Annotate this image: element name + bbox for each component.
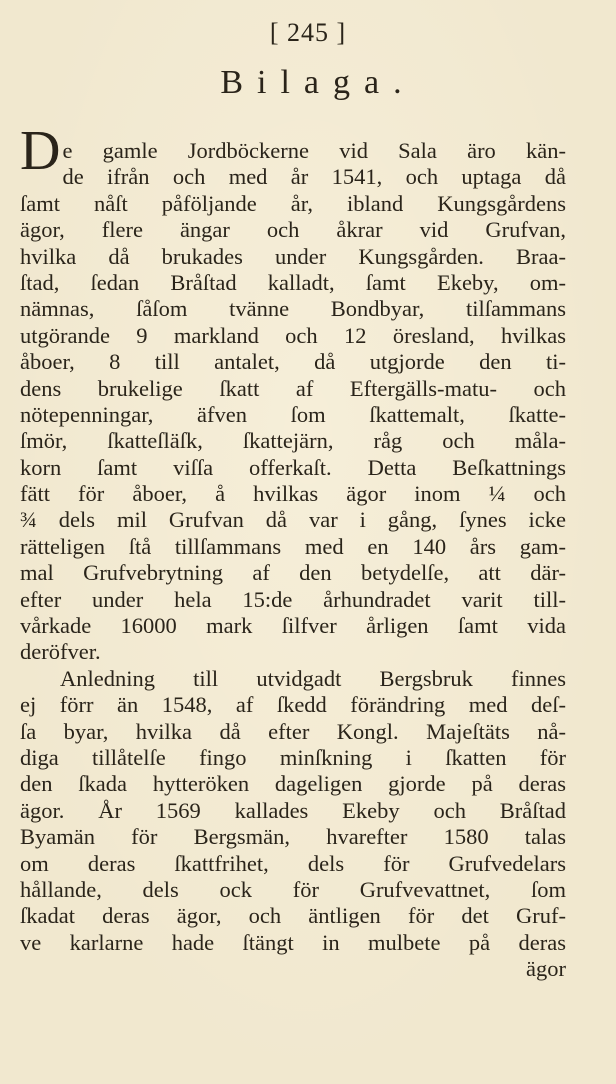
- text-line: dens brukelige ſkatt af Eftergälls-matu- och: [20, 375, 566, 401]
- paragraph-2-first-line: Anledning till utvidgadt Bergsbruk finnes: [60, 665, 566, 691]
- text-line: ſamt nåſt påföljande år, ibland Kungsgårdens: [20, 190, 566, 216]
- text-line: deröfver.: [20, 639, 101, 665]
- text-line: nötepenningar, äfven ſom ſkattemalt, ſkatte-: [20, 401, 566, 427]
- text-line: de ifrån och med år 1541, och uptaga då: [62, 164, 566, 190]
- text-line: åboer, 8 till antalet, då utgjorde den ti-: [20, 349, 566, 375]
- text-line: hvilka då brukades under Kungsgården. Braa-: [20, 243, 566, 269]
- paragraph-2: [20, 666, 566, 983]
- text-line: utgörande 9 markland och 12 öresland, hvilkas: [20, 322, 566, 348]
- text-line: nämnas, ſåſom tvänne Bondbyar, tilſammans: [20, 296, 566, 322]
- drop-cap: D: [20, 120, 61, 182]
- text-line: mal Grufvebrytning af den betydelſe, att där-: [20, 560, 566, 586]
- first-line-text: e gamle Jordböckerne vid Sala äro kän-: [62, 138, 566, 163]
- text-line: om deras ſkattfrihet, dels för Grufvedelars: [20, 850, 566, 876]
- text-line: ej förr än 1548, af ſkedd förändring med deſ-: [20, 692, 566, 718]
- paragraph-1: [20, 120, 566, 666]
- page-number: [ 245 ]: [269, 18, 347, 47]
- text-line: ſa byar, hvilka då efter Kongl. Majeſtäts nå-: [20, 718, 566, 744]
- text-line: Byamän för Bergsmän, hvarefter 1580 talas: [20, 824, 566, 850]
- text-line: vårkade 16000 mark ſilfver årligen ſamt vida: [20, 613, 566, 639]
- section-title: Bilaga.: [220, 64, 416, 101]
- text-line: ¾ dels mil Grufvan då var i gång, ſynes icke: [20, 507, 566, 533]
- text-line: ſmör, ſkatteſläſk, ſkattejärn, råg och måla-: [20, 428, 566, 454]
- text-line: diga tillåtelſe fingo minſkning i ſkatten för: [20, 744, 566, 770]
- catchword: ägor: [526, 956, 566, 982]
- text-line: ſkadat deras ägor, och äntligen för det Gruf-: [20, 903, 566, 929]
- text-line: rätteligen ſtå tillſammans med en 140 års gam-: [20, 533, 566, 559]
- text-line: ägor. År 1569 kallades Ekeby och Bråſtad: [20, 797, 566, 823]
- text-line: ſtad, ſedan Bråſtad kalladt, ſamt Ekeby, om-: [20, 269, 566, 295]
- text-line: ve karlarne hade ſtängt in mulbete på deras: [20, 929, 566, 955]
- text-line: fätt för åboer, å hvilkas ägor inom ¼ och: [20, 481, 566, 507]
- text-line: hållande, dels ock för Grufvevattnet, ſom: [20, 876, 566, 902]
- text-line: ägor, flere ängar och åkrar vid Grufvan,: [20, 217, 566, 243]
- body-text: [20, 120, 566, 983]
- text-line: efter under hela 15:de århundradet varit till-: [20, 586, 566, 612]
- text-line: korn ſamt viſſa offerkaſt. Detta Beſkattnings: [20, 454, 566, 480]
- text-line: den ſkada hytteröken dageligen gjorde på deras: [20, 771, 566, 797]
